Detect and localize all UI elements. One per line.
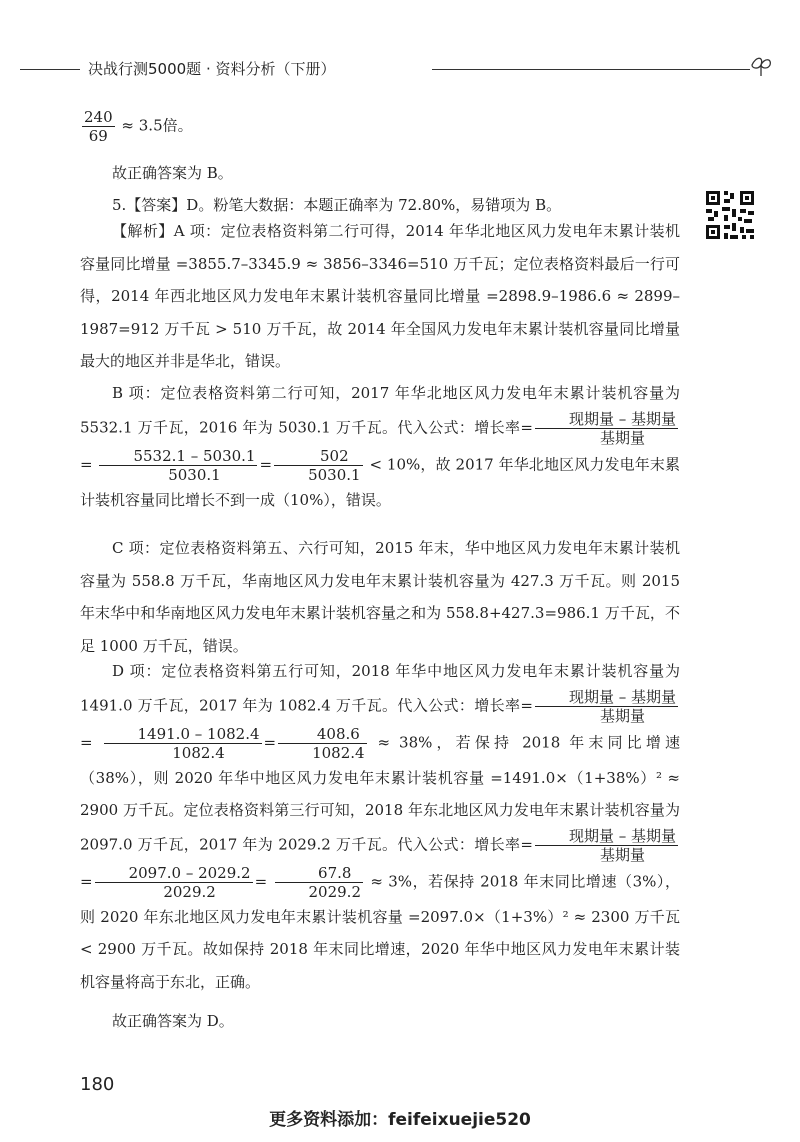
fraction-numerator: 502 (274, 447, 363, 466)
fraction-numerator: 67.8 (275, 864, 364, 883)
fraction-denominator: 基期量 (599, 706, 645, 725)
paragraph-b-tail: < 10%，故 2017 年华北地区风力发电年末累计装机容量同比增长不到一成（10%），错误。 (80, 455, 680, 509)
analysis-paragraph-b: B 项：定位表格资料第二行可知，2017 年华北地区风力发电年末累计装机容量为 5532.1 万千瓦，2016 年为 5030.1 万千瓦。代入公式：增长率= $\frac{\text{现期量 – 基期量}}{\text{基期量}}$ = $\frac{5532.1 - 5030.1}{5030.1}$ = $\frac{502}{5030.1}$ < 10%，故 2017 年华北地区风力发电年末累计装机容量同比增长不到一成（10%），错误。 (80, 384, 680, 509)
growth-formula-fraction (535, 688, 678, 725)
fraction-denominator: 69 (88, 127, 108, 145)
growth-formula-fraction (535, 827, 678, 864)
fraction-numerator: 408.6 (278, 725, 367, 744)
carryover-line (80, 108, 193, 145)
paragraph-d-middle: ≈ 38%，若保持 2018 年末同比增速（38%），则 2020 年华中地区风力发电年末累计装机容量 =1491.0×（1+38%）² ≈ 2900 万千瓦。定位表格资料第三行可知，2018 年东北地区风力发电年末累计装机容量为 2097.0 万千瓦，2017 年为 2029.2 万千瓦。代入公式：增长率= (80, 733, 680, 853)
fraction-denominator: 5030.1 (308, 465, 361, 484)
fraction-denominator: 基期量 (599, 428, 645, 447)
footer-note: 更多资料添加：feifeixuejie520 (269, 1110, 531, 1130)
previous-answer: 故正确答案为 B。 (112, 164, 233, 182)
paragraph-b-text: B 项：定位表格资料第二行可知，2017 年华北地区风力发电年末累计装机容量为 5532.1 万千瓦，2016 年为 5030.1 万千瓦。代入公式：增长率= (80, 384, 680, 436)
analysis-paragraph-a: 【解析】A 项：定位表格资料第二行可得，2014 年华北地区风力发电年末累计装机容量同比增量 =3855.7–3345.9 ≈ 3856–3346=510 万千瓦；定位表格资料最后一行可得，2014 年西北地区风力发电年末累计装机容量同比增量 =2898.9–1986.6 ≈ 2899–1987=912 万千瓦 > 510 万千瓦，故 2014 年全国风力发电年末累计装机容量同比增量最大的地区并非是华北，错误。 (80, 222, 680, 370)
growth-formula-fraction (535, 410, 678, 447)
fraction-denominator: 1082.4 (312, 743, 365, 762)
fraction-numerator: 5532.1 – 5030.1 (99, 447, 257, 466)
fraction-numerator: 1491.0 – 1082.4 (104, 725, 262, 744)
fraction-denominator: 2029.2 (308, 882, 361, 901)
analysis-paragraph-c: C 项：定位表格资料第五、六行可知，2015 年末，华中地区风力发电年末累计装机容量为 558.8 万千瓦，华南地区风力发电年末累计装机容量为 427.3 万千瓦。则 2015 年末华中和华南地区风力发电年末累计装机容量之和为 558.8+427.3=986.1 万千瓦，不足 1000 万千瓦，错误。 (80, 539, 680, 655)
running-header (20, 58, 770, 84)
page-number: 180 (80, 1074, 115, 1095)
qr-code-icon (704, 189, 756, 241)
header-rule-left (20, 69, 80, 70)
question-5-answer: 5.【答案】D。粉笔大数据：本题正确率为 72.80%，易错项为 B。 (112, 196, 562, 214)
fraction (104, 725, 262, 762)
fraction (274, 447, 363, 484)
fraction-denominator: 2029.2 (163, 882, 216, 901)
fraction-numerator: 现期量 – 基期量 (535, 688, 678, 707)
fraction-numerator: 现期量 – 基期量 (535, 827, 678, 846)
fraction (275, 864, 364, 901)
fraction-denominator: 1082.4 (172, 743, 225, 762)
analysis-paragraph-d: D 项：定位表格资料第五行可知，2018 年华中地区风力发电年末累计装机容量为 1491.0 万千瓦，2017 年为 1082.4 万千瓦。代入公式：增长率= $\frac{\text{现期量 – 基期量}}{\text{基期量}}$ = $\frac{1491.0 - 1082.4}{1082.4}$ = $\frac{408.6}{1082.4}$ ≈ 38%，若保持 2018 年末同比增速（38%），则 2020 年华中地区风力发电年末累计装机容量 =1491.0×（1+38%）² ≈ 2900 万千瓦。定位表格资料第三行可知，2018 年东北地区风力发电年末累计装机容量为 2097.0 万千瓦，2017 年为 2029.2 万千瓦。代入公式：增长率= $\frac{\text{现期量 – 基期量}}{\text{基期量}}$ = $\frac{2097.0 - 2029.2}{2029.2}$ = $\frac{67.8}{2029.2}$ ≈ 3%，若保持 2018 年末同比增速（3%），则 2020 年东北地区风力发电年末累计装机容量 =2097.0×（1+3%）² ≈ 2300 万千瓦 < 2900 万千瓦。故如保持 2018 年末同比增速，2020 年华中地区风力发电年末累计装机容量将高于东北，正确。 (80, 662, 680, 991)
fraction-denominator: 5030.1 (168, 465, 221, 484)
fraction (82, 108, 115, 145)
carryover-result: ≈ 3.5倍。 (121, 116, 193, 135)
fraction (99, 447, 257, 484)
fraction-denominator: 基期量 (599, 845, 645, 864)
header-title: 决战行测5000题 · 资料分析（下册） (88, 60, 336, 78)
fraction-numerator: 2097.0 – 2029.2 (95, 864, 253, 883)
fraction (278, 725, 367, 762)
header-rule-right (432, 69, 750, 70)
fraction (95, 864, 253, 901)
fraction-numerator: 现期量 – 基期量 (535, 410, 678, 429)
paragraph-d-tail: ≈ 3%，若保持 2018 年末同比增速（3%），则 2020 年东北地区风力发电年末累计装机容量 =2097.0×（1+3%）² ≈ 2300 万千瓦 < 2900 万千瓦。故如保持 2018 年末同比增速，2020 年华中地区风力发电年末累计装机容量将高于东北，正确。 (80, 872, 680, 991)
paragraph-d-text: D 项：定位表格资料第五行可知，2018 年华中地区风力发电年末累计装机容量为 1491.0 万千瓦，2017 年为 1082.4 万千瓦。代入公式：增长率= (80, 662, 680, 714)
fraction-numerator: 240 (84, 108, 113, 126)
sprout-icon (748, 52, 774, 78)
final-answer: 故正确答案为 D。 (112, 1012, 234, 1030)
